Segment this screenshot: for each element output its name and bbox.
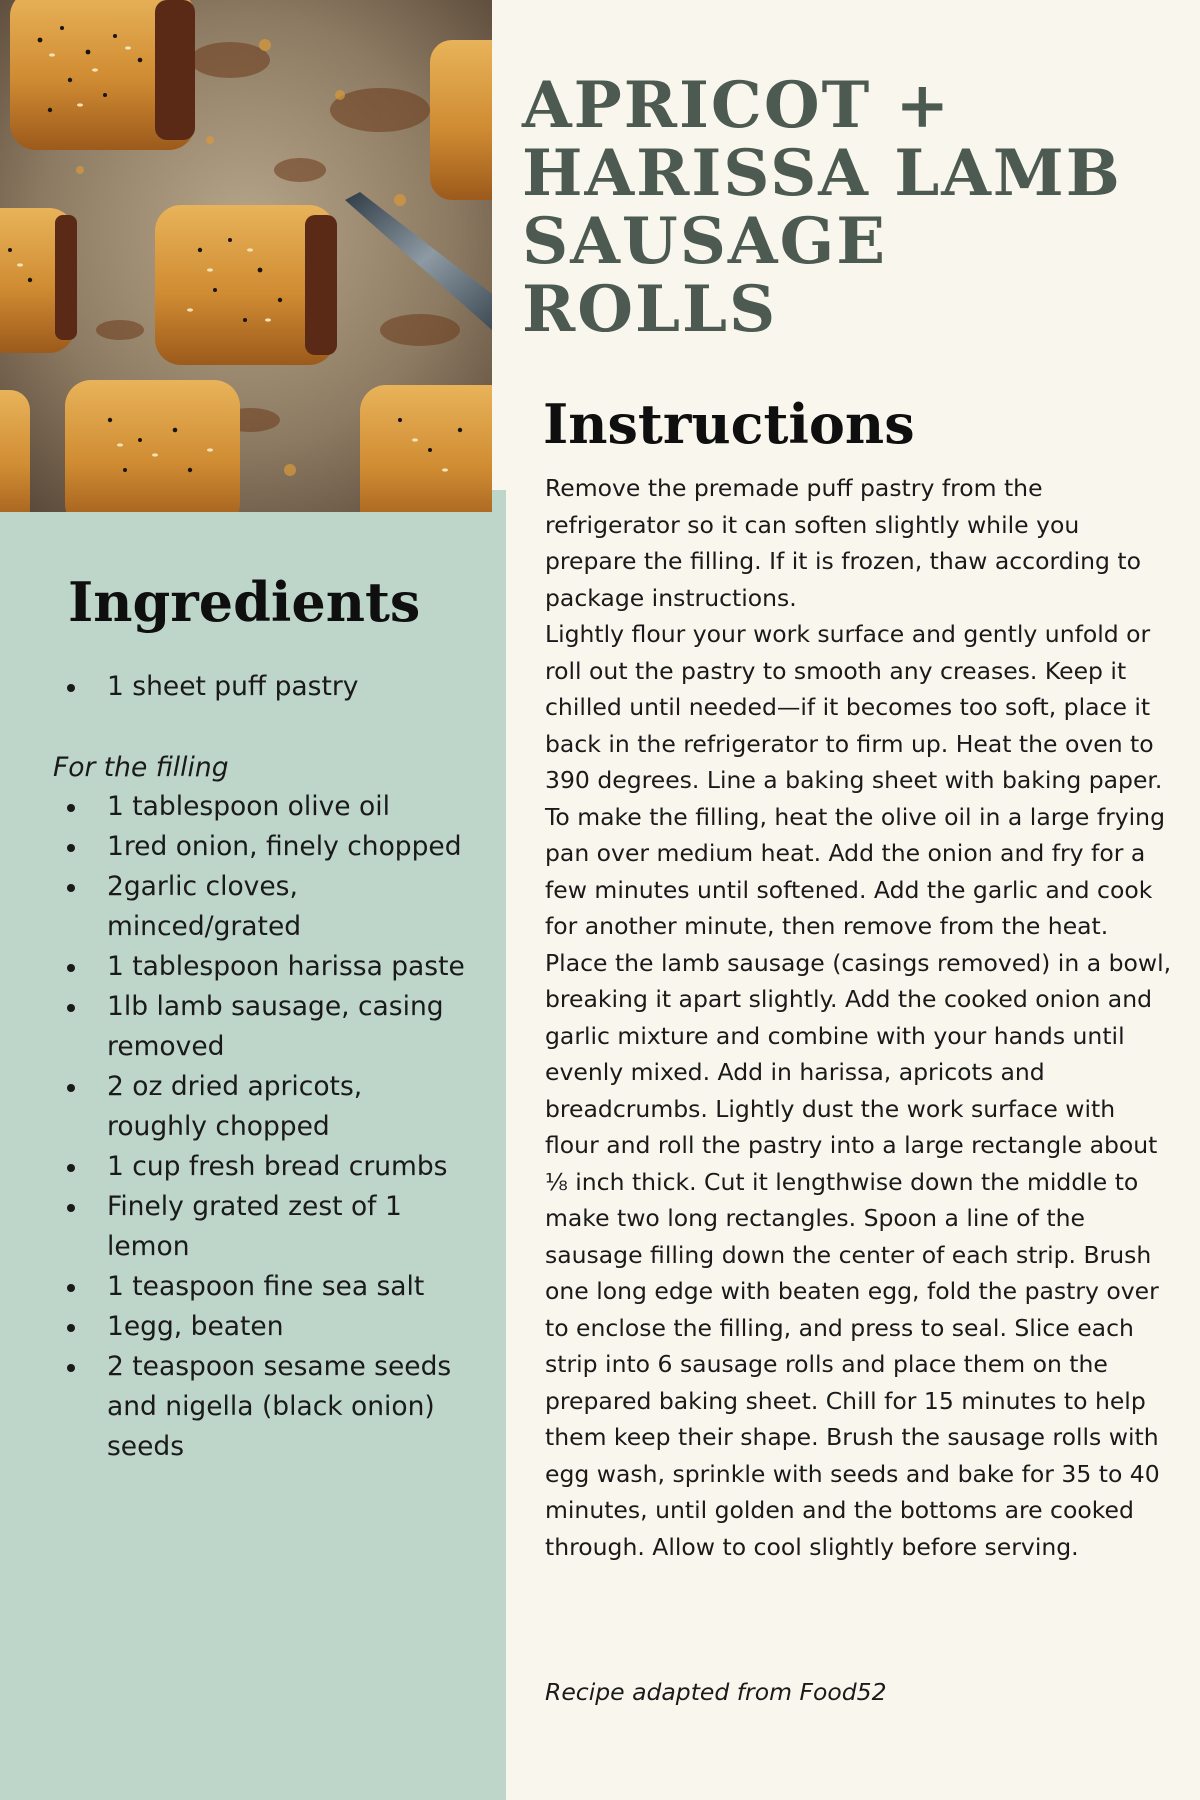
filling-subheading: For the filling [53, 752, 229, 783]
bullet-icon [67, 1364, 75, 1372]
ingredients-heading: Ingredients [68, 570, 421, 634]
ingredient-text: 2 oz dried apricots, roughly chopped [107, 1071, 363, 1142]
bullet-icon [67, 1204, 75, 1212]
title-line: SAUSAGE [522, 204, 887, 279]
bullet-icon [67, 684, 75, 692]
title-line: ROLLS [522, 272, 778, 347]
bullet-icon [67, 884, 75, 892]
ingredient-item [0, 667, 500, 707]
recipe-credit: Recipe adapted from Food52 [545, 1678, 887, 1706]
bullet-icon [67, 964, 75, 972]
ingredient-item [0, 867, 500, 947]
ingredient-text: 1lb lamb sausage, casing removed [107, 991, 444, 1062]
bullet-icon [67, 1284, 75, 1292]
ingredient-item [0, 1147, 500, 1187]
bullet-icon [67, 844, 75, 852]
ingredient-text: 1 tablespoon olive oil [107, 791, 390, 822]
instructions-paragraph: Lightly flour your work surface and gently unfold or roll out the pastry to smooth any creases. Keep it chilled until needed—if it becomes too soft, place it back in the refrigerator to firm up. Heat the oven to 390 degrees. Line a baking sheet with baking paper. To make the filling, heat the olive oil in a large frying pan over medium heat. Add the onion and fry for a few minutes until softened. Add the garlic and cook for another minute, then remove from the heat. Place the lamb sausage (casings removed) in a bowl, breaking it apart slightly. Add the cooked onion and garlic mixture and combine with your hands until evenly mixed. Add in harissa, apricots and breadcrumbs. Lightly dust the work surface with flour and roll the pastry into a large rectangle about ⅛ inch thick. Cut it lengthwise down the middle to make two long rectangles. Spoon a line of the sausage filling down the center of each strip. Brush one long edge with beaten egg, fold the pastry over to enclose the filling, and press to seal. Slice each strip into 6 sausage rolls and place them on the prepared baking sheet. Chill for 15 minutes to help them keep their shape. Brush the sausage rolls with egg wash, sprinkle with seeds and bake for 35 to 40 minutes, until golden and the bottoms are cooked through. Allow to cool slightly before serving. [545, 620, 1172, 1561]
ingredient-text: 1red onion, finely chopped [107, 831, 462, 862]
ingredient-item [0, 787, 500, 827]
ingredient-item [0, 947, 500, 987]
ingredient-text: 1 cup fresh bread crumbs [107, 1151, 448, 1182]
instructions-body [545, 470, 1175, 1565]
instructions-paragraph: Remove the premade puff pastry from the refrigerator so it can soften slightly while you prepare the filling. If it is frozen, thaw according to package instructions. [545, 474, 1142, 612]
ingredient-text: 1 tablespoon harissa paste [107, 951, 465, 982]
ingredient-list-filling [0, 787, 500, 1467]
ingredient-text: 2 teaspoon sesame seeds and nigella (black onion) seeds [107, 1351, 452, 1462]
instructions-heading: Instructions [543, 392, 915, 456]
ingredient-item [0, 1347, 500, 1467]
ingredient-item [0, 1187, 500, 1267]
ingredient-list-main [0, 667, 500, 707]
bullet-icon [67, 1164, 75, 1172]
ingredient-item [0, 827, 500, 867]
ingredient-item [0, 987, 500, 1067]
ingredient-item [0, 1307, 500, 1347]
bullet-icon [67, 1084, 75, 1092]
ingredient-text: 1egg, beaten [107, 1311, 284, 1342]
ingredient-item [0, 1267, 500, 1307]
ingredient-text: 1 sheet puff pastry [107, 671, 359, 702]
ingredient-text: Finely grated zest of 1 lemon [107, 1191, 402, 1262]
ingredient-text: 1 teaspoon fine sea salt [107, 1271, 425, 1302]
ingredient-text: 2garlic cloves, minced/grated [107, 871, 302, 942]
title-line: HARISSA LAMB [522, 136, 1122, 211]
title-line: APRICOT + [522, 68, 952, 143]
sausage-rolls-photo [0, 0, 492, 512]
recipe-title [522, 68, 1172, 347]
ingredient-item [0, 1067, 500, 1147]
bullet-icon [67, 804, 75, 812]
bullet-icon [67, 1324, 75, 1332]
bullet-icon [67, 1004, 75, 1012]
